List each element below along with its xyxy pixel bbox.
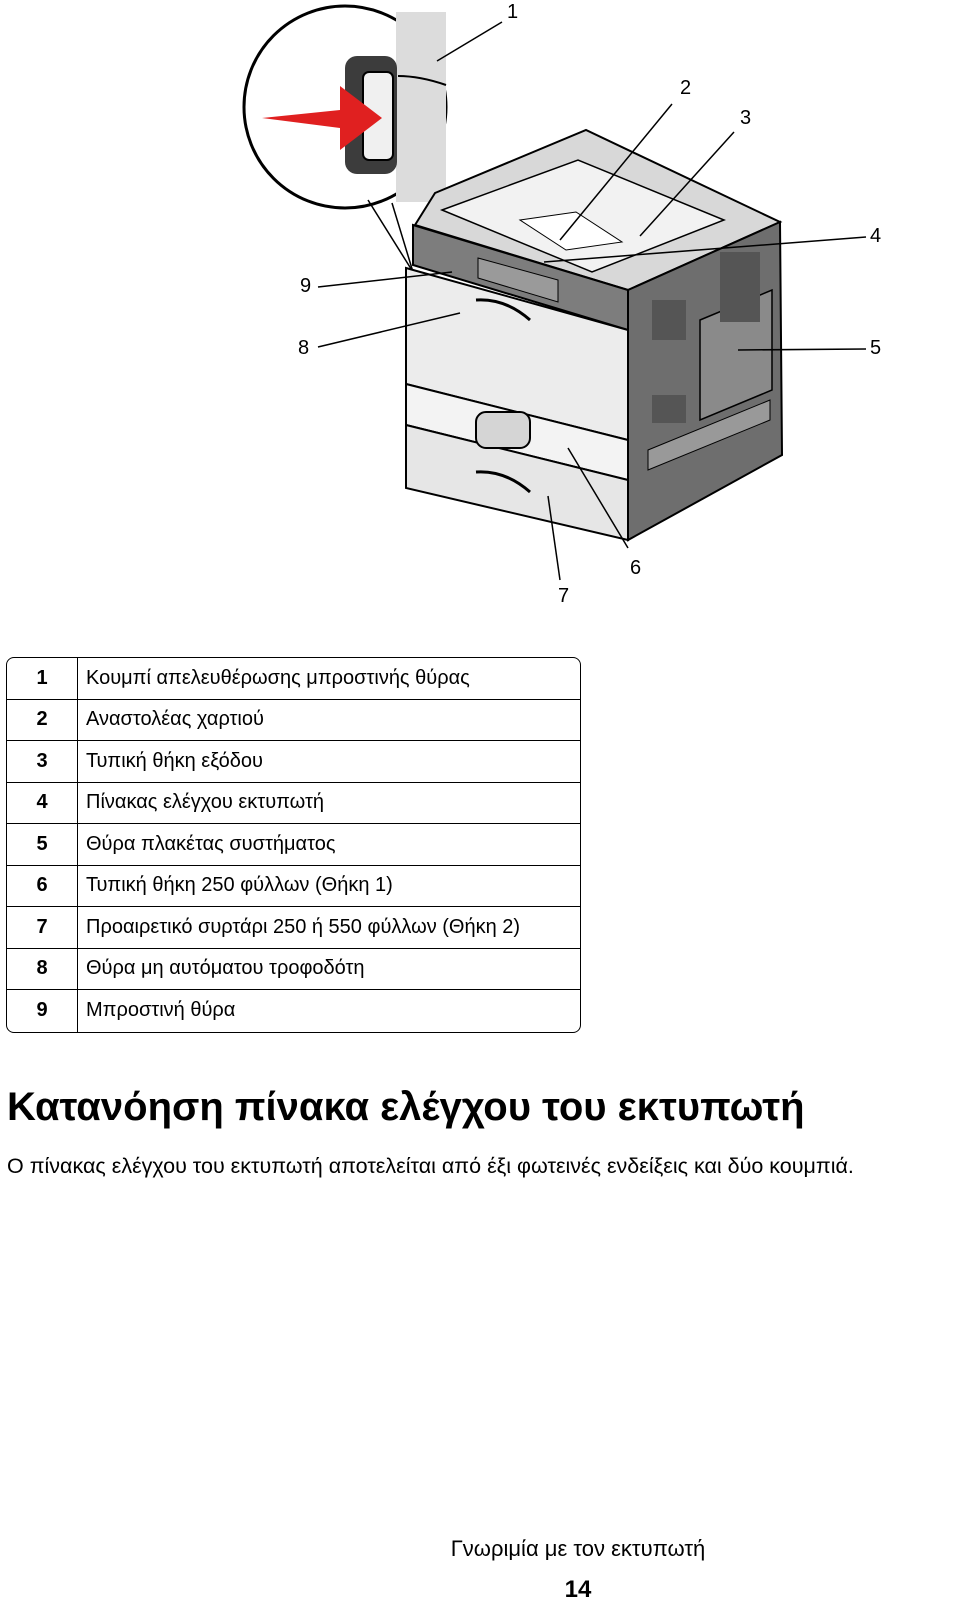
legend-description: Κουμπί απελευθέρωσης μπροστινής θύρας: [86, 666, 470, 689]
page-number: 14: [564, 1576, 592, 1603]
legend-row: [7, 990, 580, 1032]
callout-4: 4: [870, 225, 882, 247]
legend-number: 1: [7, 658, 78, 699]
legend-description: Μπροστινή θύρα: [86, 999, 236, 1022]
section-body-text: Ο πίνακας ελέγχου του εκτυπωτή αποτελείται από έξι φωτεινές ενδείξεις και δύο κουμπιά.: [7, 1154, 854, 1178]
legend-number: 8: [7, 949, 78, 990]
legend-number: 6: [7, 866, 78, 907]
callout-2: 2: [680, 77, 692, 99]
callout-9: 9: [300, 275, 312, 297]
legend-row: [7, 700, 580, 742]
legend-description: Τυπική θήκη 250 φύλλων (Θήκη 1): [86, 874, 393, 897]
callout-1: 1: [507, 1, 519, 23]
footer-chapter-title: Γνωριμία με τον εκτυπωτή: [450, 1536, 706, 1561]
legend-number: 4: [7, 783, 78, 824]
callout-3: 3: [740, 107, 752, 129]
callout-8: 8: [298, 337, 310, 359]
legend-row: [7, 658, 580, 700]
legend-description: Προαιρετικό συρτάρι 250 ή 550 φύλλων (Θήκη 2): [86, 915, 521, 938]
legend-number: 5: [7, 824, 78, 865]
legend-number: 2: [7, 700, 78, 741]
callout-5: 5: [870, 337, 882, 359]
legend-description: Πίνακας ελέγχου εκτυπωτή: [86, 791, 324, 814]
release-button-inset: [244, 6, 446, 208]
legend-number: 9: [7, 990, 78, 1032]
legend-description: Τυπική θήκη εξόδου: [86, 749, 263, 772]
legend-description: Θύρα μη αυτόματου τροφοδότη: [86, 957, 365, 980]
legend-description: Θύρα πλακέτας συστήματος: [86, 832, 336, 855]
legend-row: [7, 824, 580, 866]
legend-number: 3: [7, 741, 78, 782]
legend-table: [6, 657, 581, 1033]
printer-body: [406, 130, 782, 540]
section-heading: Κατανόηση πίνακα ελέγχου του εκτυπωτή: [7, 1085, 805, 1129]
printer-illustration: [0, 0, 960, 640]
callout-6: 6: [630, 557, 642, 579]
legend-description: Αναστολέας χαρτιού: [86, 708, 264, 731]
legend-number: 7: [7, 907, 78, 948]
legend-row: [7, 741, 580, 783]
legend-row: [7, 866, 580, 908]
legend-row: [7, 907, 580, 949]
legend-row: [7, 783, 580, 825]
legend-row: [7, 949, 580, 991]
callout-7: 7: [558, 585, 570, 607]
